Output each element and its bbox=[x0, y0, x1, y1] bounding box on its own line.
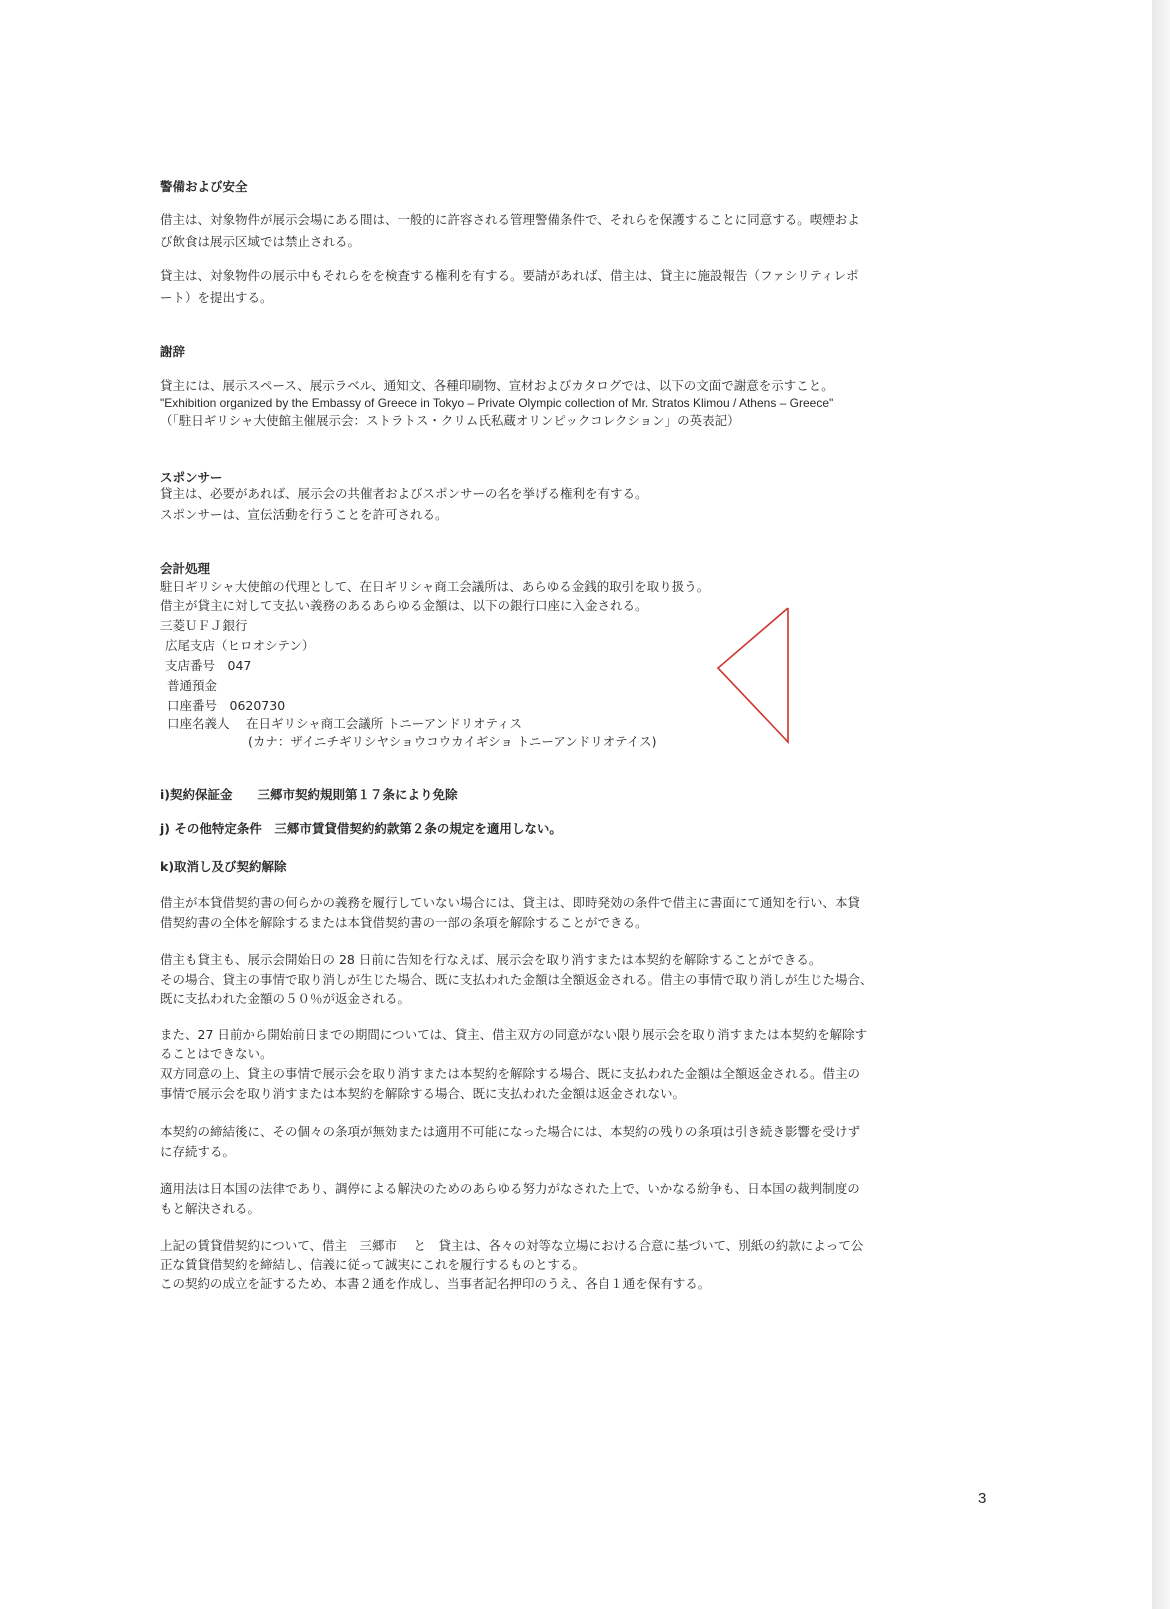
sponsor-line-1: 貸主は、必要があれば、展示会の共催者およびスポンサーの名を挙げる権利を有する。 bbox=[160, 486, 648, 501]
cancellation-p1-line-1: 借主が本貸借契約書の何らかの義務を履行していない場合には、貸主は、即時発効の条件で借主に書面にて通知を行い、本貸 bbox=[160, 895, 861, 910]
bank-branch: 広尾支店（ヒロオシテン） bbox=[165, 638, 315, 653]
cancellation-p2-line-2: その場合、貸主の事情で取り消しが生じた場合、既に支払われた金額は全額返金される。借主の事情で取り消しが生じた場合、 bbox=[160, 972, 873, 987]
account-number: 口座番号 0620730 bbox=[167, 698, 286, 713]
acknowledgement-english-credit: "Exhibition organized by the Embassy of Greece in Tokyo – Private Olympic collection of Mr. Stratos Klimou / Athens – Greece" bbox=[160, 396, 834, 410]
security-paragraph-2-line-1: 貸主は、対象物件の展示中もそれらをを検査する権利を有する。要請があれば、借主は、貸主に施設報告（ファシリティレポ bbox=[160, 268, 859, 283]
page-number: 3 bbox=[978, 1490, 987, 1507]
cancellation-p2-line-3: 既に支払われた金額の５０％が返金される。 bbox=[160, 991, 411, 1006]
bank-name: 三菱ＵＦＪ銀行 bbox=[160, 618, 248, 633]
deposit-clause: i)契約保証金 三郷市契約規則第１７条により免除 bbox=[160, 787, 458, 802]
cancellation-p3-line-3: 双方同意の上、貸主の事情で展示会を取り消すまたは本契約を解除する場合、既に支払われた金額は全額返金される。借主の bbox=[160, 1066, 861, 1081]
cancellation-p4-line-1: 本契約の締結後に、その個々の条項が無効または適用不可能になった場合には、本契約の残りの条項は引き続き影響を受けず bbox=[160, 1124, 861, 1139]
section-heading-acknowledgement: 謝辞 bbox=[160, 344, 186, 359]
acknowledgement-line-1: 貸主には、展示スペース、展示ラベル、通知文、各種印刷物、宣材およびカタログでは、以下の文面で謝意を示すこと。 bbox=[160, 378, 834, 393]
accounting-line-2: 借主が貸主に対して支払い義務のあるあらゆる金額は、以下の銀行口座に入金される。 bbox=[160, 598, 648, 613]
special-conditions-clause: j) その他特定条件 三郷市賃貸借契約約款第２条の規定を適用しない。 bbox=[160, 821, 562, 836]
acknowledgement-line-3: （「駐日ギリシャ大使館主催展示会：ストラトス・クリム氏私蔵オリンピックコレクション」の英表記） bbox=[160, 413, 740, 428]
cancellation-p6-line-3: この契約の成立を証するため、本書２通を作成し、当事者記名押印のうえ、各自１通を保有する。 bbox=[160, 1276, 711, 1291]
sponsor-line-2: スポンサーは、宣伝活動を行うことを許可される。 bbox=[160, 507, 448, 522]
security-paragraph-1-line-2: び飲食は展示区域では禁止される。 bbox=[160, 234, 361, 249]
section-heading-sponsor: スポンサー bbox=[160, 470, 223, 485]
section-heading-cancellation: k)取消し及び契約解除 bbox=[160, 859, 287, 874]
cancellation-p6-line-2: 正な賃貸借契約を締結し、信義に従って誠実にこれを履行するものとする。 bbox=[160, 1257, 586, 1272]
account-holder-kana: (カナ：ザイニチギリシヤショウコウカイギショ トニーアンドリオテイス) bbox=[248, 734, 657, 749]
triangle-outline bbox=[718, 608, 788, 742]
section-heading-security: 警備および安全 bbox=[160, 179, 248, 194]
cancellation-p3-line-4: 事情で展示会を取り消すまたは本契約を解除する場合、既に支払われた金額は返金されない。 bbox=[160, 1086, 686, 1101]
cancellation-p4-line-2: に存続する。 bbox=[160, 1144, 236, 1159]
security-paragraph-2-line-2: ート）を提出する。 bbox=[160, 290, 273, 305]
cancellation-p1-line-2: 借契約書の全体を解除するまたは本貸借契約書の一部の条項を解除することができる。 bbox=[160, 915, 648, 930]
section-heading-accounting: 会計処理 bbox=[160, 561, 211, 576]
account-type: 普通預金 bbox=[167, 678, 218, 693]
red-triangle-annotation bbox=[710, 605, 790, 745]
page-edge-shadow bbox=[1152, 0, 1170, 1609]
cancellation-p2-line-1: 借主も貸主も、展示会開始日の 28 日前に告知を行なえば、展示会を取り消すまたは本契約を解除することができる。 bbox=[160, 952, 822, 967]
account-holder: 口座名義人 在日ギリシャ商工会議所 トニーアンドリオティス bbox=[167, 716, 522, 731]
security-paragraph-1-line-1: 借主は、対象物件が展示会場にある間は、一般的に許容される管理警備条件で、それらを保護することに同意する。喫煙およ bbox=[160, 212, 860, 227]
cancellation-p3-line-1: また、27 日前から開始前日までの期間については、貸主、借主双方の同意がない限り展示会を取り消すまたは本契約を解除す bbox=[160, 1027, 868, 1042]
cancellation-p5-line-2: もと解決される。 bbox=[160, 1201, 261, 1216]
accounting-line-1: 駐日ギリシャ大使館の代理として、在日ギリシャ商工会議所は、あらゆる金銭的取引を取り扱う。 bbox=[160, 579, 710, 594]
branch-number: 支店番号 047 bbox=[165, 658, 252, 673]
cancellation-p6-line-1: 上記の賃貸借契約について、借主 三郷市 と 貸主は、各々の対等な立場における合意に基づいて、別紙の約款によって公 bbox=[160, 1238, 864, 1253]
cancellation-p5-line-1: 適用法は日本国の法律であり、調停による解決のためのあらゆる努力がなされた上で、いかなる紛争も、日本国の裁判制度の bbox=[160, 1181, 860, 1196]
cancellation-p3-line-2: ることはできない。 bbox=[160, 1046, 273, 1061]
